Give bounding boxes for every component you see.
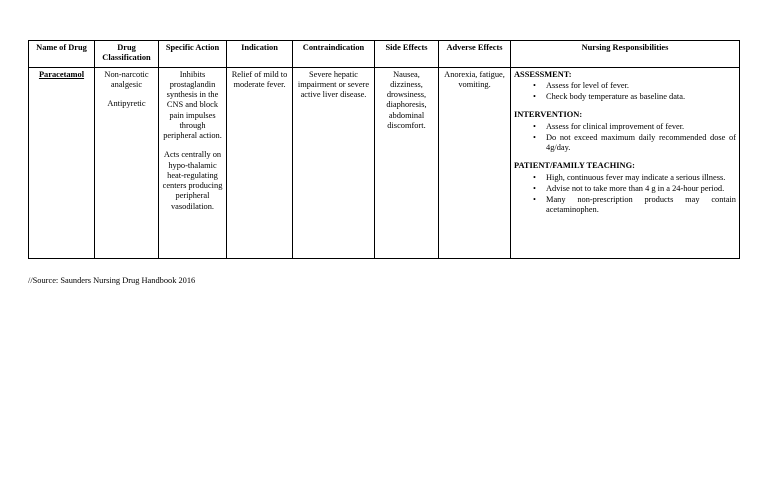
contraindication-cell: Severe hepatic impairment or severe active liver disease. bbox=[293, 67, 375, 258]
assessment-heading: ASSESSMENT: bbox=[514, 69, 572, 79]
list-item: • Many non-prescription products may contain acetaminophen. bbox=[546, 195, 736, 216]
teaching-heading: PATIENT/FAMILY TEACHING: bbox=[514, 161, 635, 171]
teaching-list bbox=[514, 173, 736, 216]
specific-action-cell bbox=[159, 67, 227, 258]
list-item: • Advise not to take more than 4 g in a 24-hour period. bbox=[546, 184, 736, 194]
classification-cell bbox=[95, 67, 159, 258]
header-row bbox=[29, 41, 740, 68]
header-nursing-responsibilities: Nursing Responsibilities bbox=[511, 41, 740, 68]
table-row bbox=[29, 67, 740, 258]
drug-study-table bbox=[28, 40, 740, 259]
header-side-effects: Side Effects bbox=[375, 41, 439, 68]
header-name-of-drug: Name of Drug bbox=[29, 41, 95, 68]
header-adverse-effects: Adverse Effects bbox=[439, 41, 511, 68]
header-indication: Indication bbox=[227, 41, 293, 68]
specific-action-paragraph-2: Acts centrally on hypo-thalamic heat-regulating centers producing peripheral vasodilation. bbox=[162, 150, 223, 211]
classification-secondary: Antipyretic bbox=[107, 99, 146, 108]
list-item: • Assess for clinical improvement of fever. bbox=[546, 122, 736, 132]
intervention-list bbox=[514, 122, 736, 154]
list-item: • High, continuous fever may indicate a serious illness. bbox=[546, 173, 736, 183]
indication-cell: Relief of mild to moderate fever. bbox=[227, 67, 293, 258]
header-contraindication: Contraindication bbox=[293, 41, 375, 68]
specific-action-paragraph-1: Inhibits prostaglandin synthesis in the CNS and block pain impulses through peripheral action. bbox=[163, 69, 222, 140]
header-specific-action: Specific Action bbox=[159, 41, 227, 68]
list-item: • Assess for level of fever. bbox=[546, 81, 736, 91]
classification-primary: Non-narcotic analgesic bbox=[104, 69, 149, 89]
intervention-heading: INTERVENTION: bbox=[514, 110, 583, 120]
list-item: • Do not exceed maximum daily recommended dose of 4g/day. bbox=[546, 133, 736, 154]
source-citation: //Source: Saunders Nursing Drug Handbook 2016 bbox=[28, 276, 196, 285]
list-item: • Check body temperature as baseline data. bbox=[546, 92, 736, 102]
side-effects-cell: Nausea, dizziness, drowsiness, diaphoresis, abdominal discomfort. bbox=[375, 67, 439, 258]
nursing-responsibilities-cell bbox=[511, 67, 740, 258]
assessment-list bbox=[514, 81, 736, 103]
header-drug-classification: Drug Classification bbox=[95, 41, 159, 68]
drug-name-cell: Paracetamol bbox=[29, 67, 95, 258]
adverse-effects-cell: Anorexia, fatigue, vomiting. bbox=[439, 67, 511, 258]
